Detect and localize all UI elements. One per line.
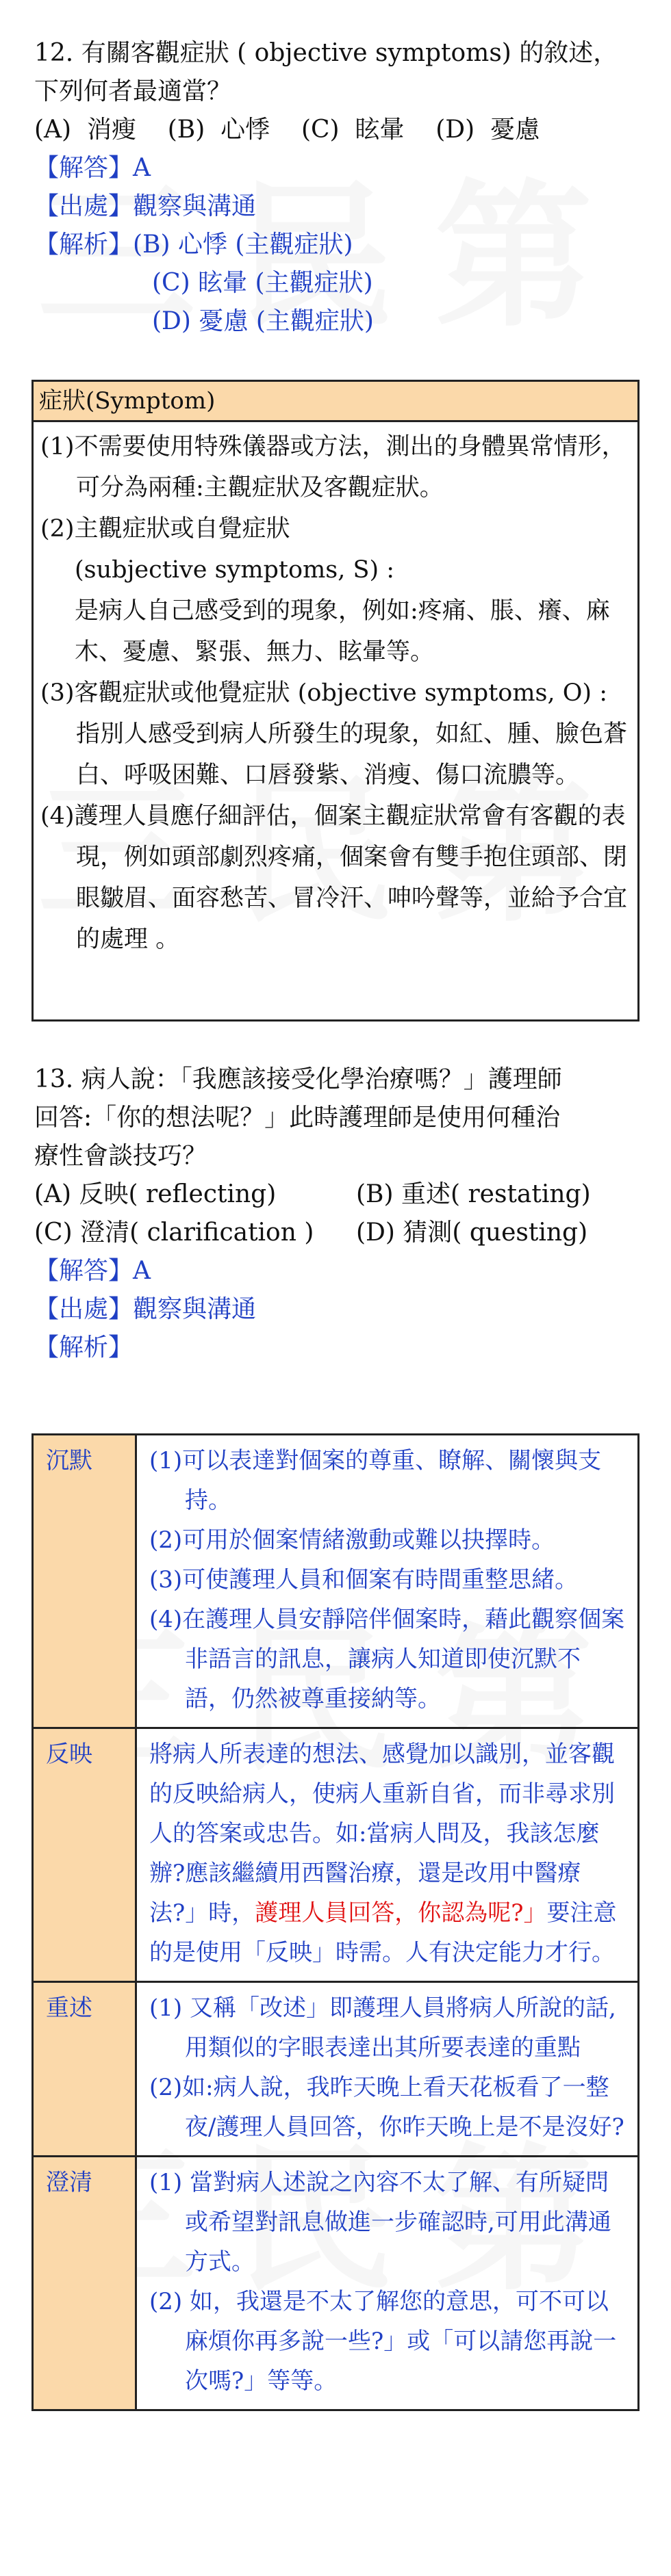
list-item: (1) 又稱「改述」即護理人員將病人所說的話,用類似的字眼表達出其所要表達的重點	[149, 1994, 616, 2061]
table-row	[33, 2157, 639, 2410]
list-item: (2)可用於個案情緒激動或難以抉擇時。	[149, 1526, 555, 1554]
term-cell: 澄清	[33, 2157, 136, 2410]
question-stem: 回答:「你的想法呢？」此時護理師是使用何種治	[34, 1104, 561, 1132]
option-a: (A) 反映( reflecting)	[34, 1180, 277, 1208]
option-c: (C) 澄清( clarification )	[34, 1219, 314, 1247]
description-cell	[136, 2157, 639, 2410]
question-stem: 下列何者最適當？	[34, 77, 232, 105]
source-line: 【出處】觀察與溝通	[34, 1295, 257, 1323]
symptom-paragraph: 是病人自己感受到的現象，例如:疼痛、脹、癢、麻木、憂慮、緊張、無力、眩暈等。	[75, 597, 610, 666]
description-text: 要注意的是使用「反映」時需。人有決定能力才行。	[149, 1899, 617, 1966]
description-cell	[136, 1982, 639, 2157]
question-options: (A) 消瘦 (B) 心悸 (C) 眩暈 (D) 憂慮	[34, 116, 540, 144]
list-item: (1)可以表達對個案的尊重、瞭解、關懷與支持。	[149, 1447, 602, 1514]
analysis-line: (D) 憂慮 (主觀症狀)	[152, 307, 374, 335]
term-cell: 反映	[33, 1728, 136, 1982]
term-cell: 重述	[33, 1982, 136, 2157]
list-item: (1) 當對病人述說之內容不太了解、有所疑問或希望對訊息做進一步確認時,可用此溝通方式。	[149, 2169, 611, 2276]
option-b: (B) 重述( restating)	[356, 1180, 591, 1208]
description-text: 將病人所表達的想法、感覺加以識別，並客觀的反映給病人，使病人重新自省，而非尋求別人的答案或忠告。如:當病人問及，我該怎麼辦?應該繼續用西醫治療，還是改用中醫療法?」時，	[149, 1741, 615, 1927]
table-row	[33, 1728, 639, 1982]
question-13	[34, 1061, 650, 1367]
table-row	[33, 1982, 639, 2157]
list-item: (3)可使護理人員和個案有時間重整思緒。	[149, 1566, 579, 1593]
symptom-paragraph: (4)護理人員應仔細評估，個案主觀症狀常會有客觀的表現，例如頭部劇烈疼痛，個案會有雙手抱住頭部、閉眼皺眉、面容愁苦、冒冷汗、呻吟聲等，並給予合宜的處理 。	[40, 803, 628, 953]
description-cell	[136, 1728, 639, 1982]
symptom-box-header: 症狀(Symptom)	[34, 382, 637, 422]
source-line: 【出處】觀察與溝通	[34, 192, 257, 220]
list-item: (4)在護理人員安靜陪伴個案時，藉此觀察個案非語言的訊息，讓病人知道即使沉默不語，仍然被尊重接納等。	[149, 1606, 625, 1713]
question-12	[34, 34, 650, 341]
list-item: (2) 如，我還是不太了解您的意思，可不可以麻煩你再多說一些?」或「可以請您再說一次嗎?」等等。	[149, 2288, 617, 2395]
option-d: (D) 猜測( questing)	[356, 1219, 588, 1247]
question-stem: 13. 病人說：「我應該接受化學治療嗎？」護理師	[34, 1065, 562, 1093]
question-options	[34, 1214, 650, 1252]
question-stem: 療性會談技巧？	[34, 1142, 207, 1170]
technique-table	[31, 1433, 640, 2411]
question-options	[34, 1175, 650, 1214]
term-cell: 沉默	[33, 1435, 136, 1728]
analysis-line: (C) 眩暈 (主觀症狀)	[152, 269, 373, 297]
list-item: (2)如:病人說，我昨天晚上看天花板看了一整夜/護理人員回答，你昨天晚上是不是沒好?	[149, 2074, 624, 2141]
question-stem: 12. 有關客觀症狀 ( objective symptoms) 的敘述，	[34, 39, 618, 67]
symptom-box	[31, 380, 640, 1022]
highlighted-text: 護理人員回答，你認為呢?」	[255, 1899, 547, 1927]
answer-line: 【解答】A	[34, 154, 151, 182]
analysis-line: 【解析】	[34, 1333, 134, 1362]
symptom-paragraph: (subjective symptoms, S) :	[75, 556, 395, 584]
description-cell	[136, 1435, 639, 1728]
table-row	[33, 1435, 639, 1728]
symptom-paragraph: (3)客觀症狀或他覺症狀 (objective symptoms, O) : 指別人感受到病人所發生的現象，如紅、腫、臉色蒼白、呼吸困難、口唇發紫、消瘦、傷口流膿等。	[40, 679, 628, 789]
answer-line: 【解答】A	[34, 1257, 151, 1285]
reflecting-description	[149, 1734, 626, 1973]
symptom-box-body	[34, 422, 637, 960]
symptom-paragraph: (2)主觀症狀或自覺症狀	[40, 515, 290, 543]
symptom-paragraph: (1)不需要使用特殊儀器或方法，測出的身體異常情形，可分為兩種:主觀症狀及客觀症狀。	[40, 433, 626, 502]
analysis-line: 【解析】(B) 心悸 (主觀症狀)	[34, 231, 353, 259]
